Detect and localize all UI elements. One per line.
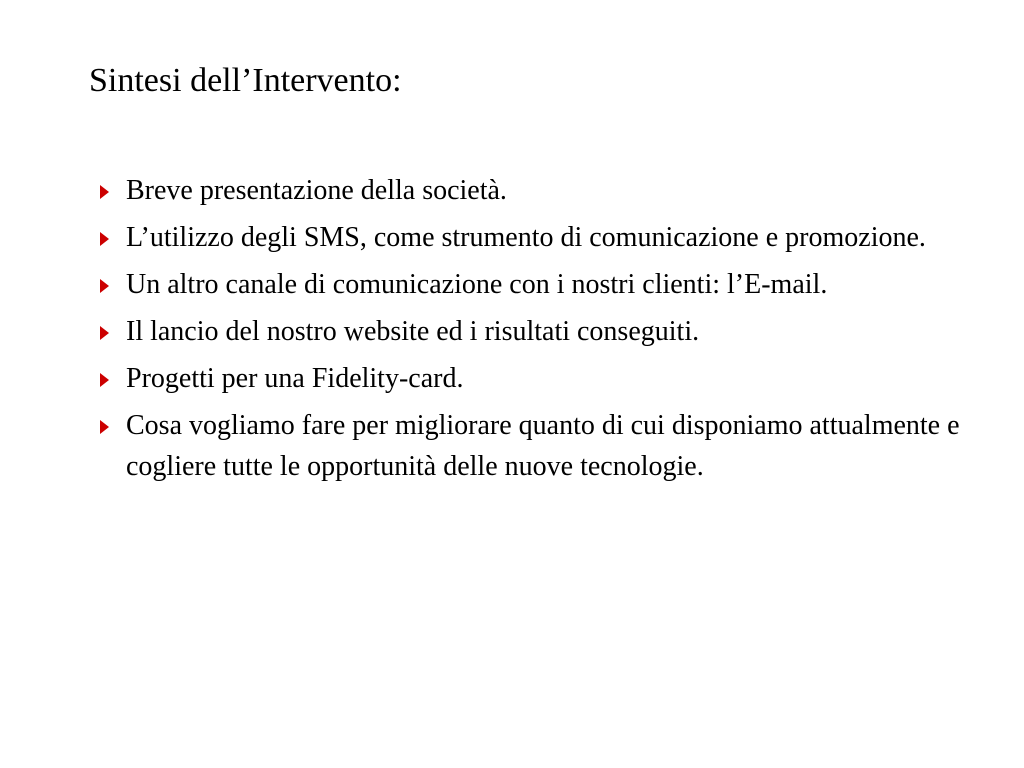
bullet-text: Progetti per una Fidelity-card. bbox=[126, 363, 464, 394]
triangle-right-icon bbox=[100, 420, 109, 434]
list-item bbox=[100, 170, 980, 211]
triangle-right-icon bbox=[100, 279, 109, 293]
list-item bbox=[100, 358, 980, 399]
list-item bbox=[100, 311, 980, 352]
bullet-text: Breve presentazione della società. bbox=[126, 175, 507, 206]
list-item bbox=[100, 405, 980, 487]
slide-title: Sintesi dell’Intervento: bbox=[89, 62, 402, 99]
triangle-right-icon bbox=[100, 185, 109, 199]
list-item bbox=[100, 217, 980, 258]
bullet-text: Cosa vogliamo fare per migliorare quanto di cui disponiamo attualmente e cogliere tutte le opportunità delle nuove tecnologie. bbox=[126, 410, 960, 482]
triangle-right-icon bbox=[100, 373, 109, 387]
bullet-text: Il lancio del nostro website ed i risultati conseguiti. bbox=[126, 316, 700, 347]
triangle-right-icon bbox=[100, 326, 109, 340]
bullet-list bbox=[100, 170, 980, 493]
list-item bbox=[100, 264, 980, 305]
bullet-text: L’utilizzo degli SMS, come strumento di comunicazione e promozione. bbox=[126, 222, 926, 253]
triangle-right-icon bbox=[100, 232, 109, 246]
bullet-text: Un altro canale di comunicazione con i nostri clienti: l’E-mail. bbox=[126, 269, 828, 300]
